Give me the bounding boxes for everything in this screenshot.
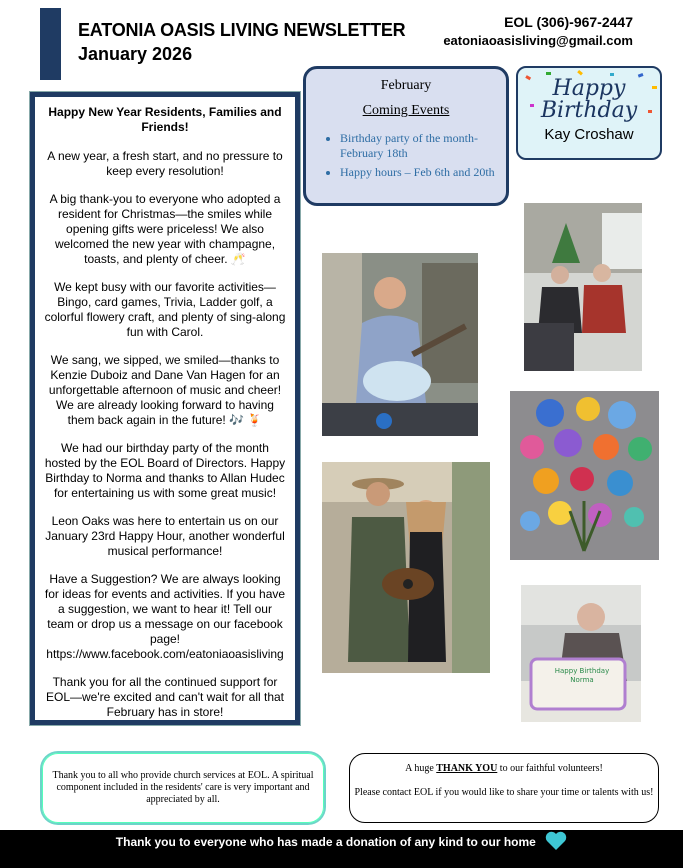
volunteer-thanks: A huge THANK YOU to our faithful volunteers!: [405, 763, 603, 774]
photo-new-year-residents: [524, 203, 642, 371]
newsletter-title: EATONIA OASIS LIVING NEWSLETTER: [78, 20, 406, 40]
paragraph: A big thank-you to everyone who adopted a resident for Christmas—the smiles while opening gifts were priceless! We also welcomed the new year with champagne, toasts, and plenty of cheer. 🥂: [49, 192, 281, 266]
event-item: • Birthday party of the month- February 18th: [340, 131, 506, 161]
events-list: [306, 131, 506, 180]
paragraph: Leon Oaks was here to entertain us on our January 23rd Happy Hour, another wonderful musical performance!: [45, 514, 285, 558]
contact-email[interactable]: eatoniaoasisliving@gmail.com: [443, 33, 633, 48]
events-subheading: Coming Events: [362, 103, 450, 118]
birthday-name: Kay Croshaw: [544, 126, 634, 143]
cake-inscription: Happy Birthday Norma: [554, 667, 610, 684]
photo-guitarist: [322, 253, 478, 436]
paragraph: Thank you for all the continued support for EOL—we're excited and can't wait for all that February has in store!: [45, 675, 285, 719]
events-heading: February: [380, 78, 432, 93]
suggestion-paragraph: Have a Suggestion? We are always looking for ideas for events and activities. If you have a suggestion, we want to hear it! Tell our team or drop us a message on our facebook page! https://www.facebook.com/eatoniaoasisliving: [44, 572, 286, 661]
heart-icon: [545, 831, 567, 851]
photo-musicians-duo: [322, 462, 490, 673]
birthday-card: [516, 66, 662, 160]
birthday-title: Happy Birthday: [540, 76, 638, 123]
volunteer-contact: Please contact EOL if you would like to share your time or talents with us!: [354, 787, 654, 798]
paragraph: We sang, we sipped, we smiled—thanks to Kenzie Duboiz and Dane Van Hagen for an unforgettable afternoon of music and cheer! We are already looking forward to having them back again in the future! 🎶 🍹: [48, 353, 282, 427]
contact-phone: EOL (306)-967-2447: [504, 14, 633, 30]
newsletter-date: January 2026: [78, 44, 193, 64]
greeting: Happy New Year Residents, Families and Friends!: [48, 105, 282, 134]
title-accent-bar: [40, 8, 61, 80]
paragraph: We kept busy with our favorite activities—Bingo, card games, Trivia, Ladder golf, a colorful flowery craft, and plenty of sing-along fun with Carol.: [44, 280, 286, 339]
main-article-box: [30, 92, 300, 725]
photo-birthday-cake: [521, 585, 641, 722]
paragraph: We had our birthday party of the month hosted by the EOL Board of Directors. Happy Birthday to Norma and thanks to Allan Hudec for entertaining us with some great music!: [44, 441, 286, 500]
event-item: • Happy hours – Feb 6th and 20th: [340, 165, 506, 180]
paragraph: A new year, a fresh start, and no pressure to keep every resolution!: [47, 149, 283, 178]
church-text: Thank you to all who provide church services at EOL. A spiritual component included in the residents' care is very important and appreciated by all.: [52, 770, 314, 805]
photo-flower-craft: [510, 391, 659, 560]
donation-text: Thank you to everyone who has made a donation of any kind to our home: [115, 835, 536, 849]
donation-thanks-bar: [0, 830, 683, 868]
coming-events-box: [303, 66, 509, 206]
church-services-box: [42, 753, 324, 823]
volunteer-box: [349, 753, 659, 823]
